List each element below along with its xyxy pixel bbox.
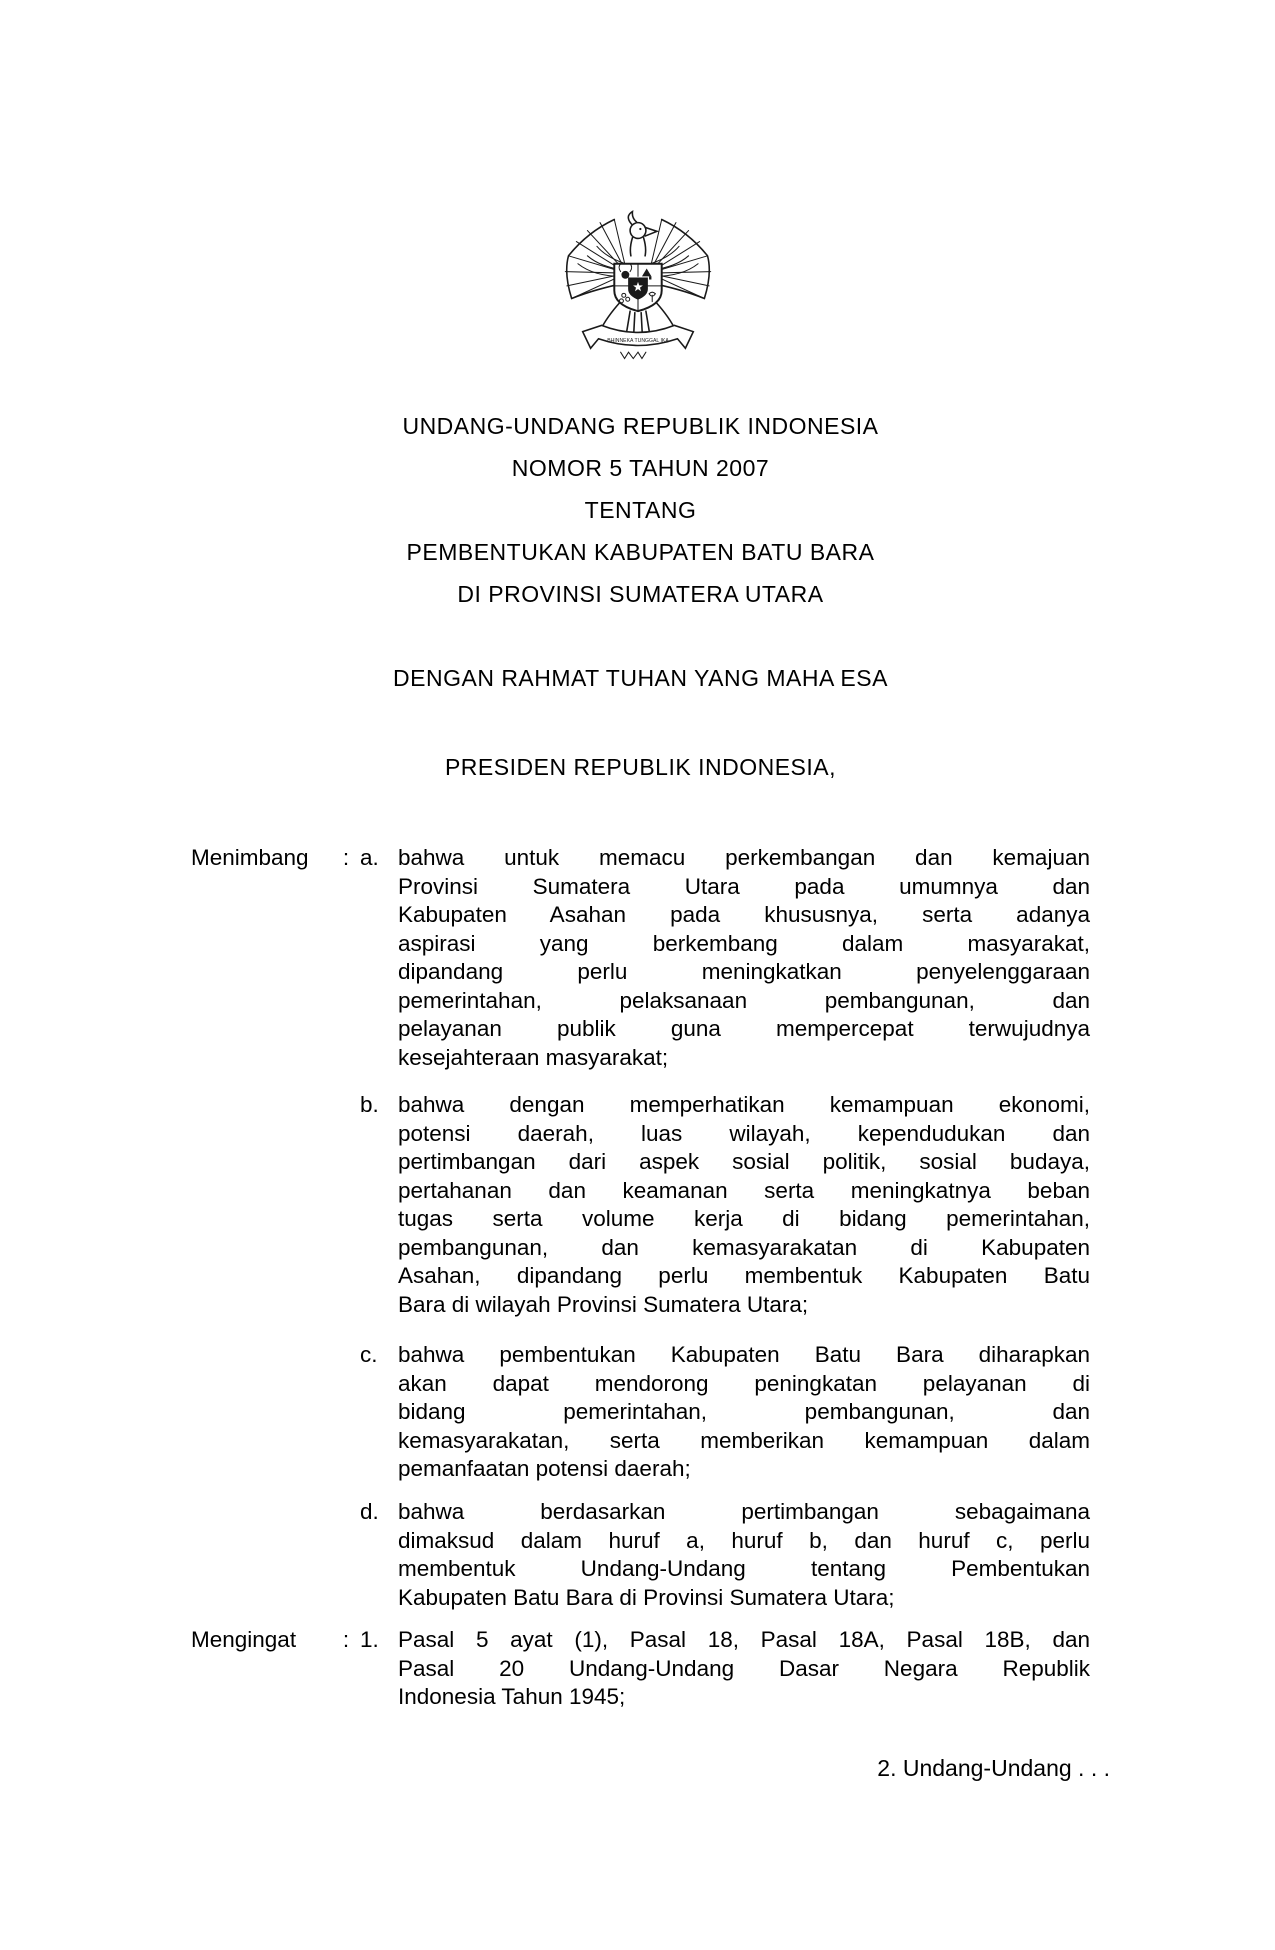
text-line: membentuk Undang-Undang tentang Pembentukan (398, 1556, 1090, 1581)
text-line: potensi daerah, luas wilayah, kependudukan dan (398, 1120, 1090, 1146)
page-catchword: 2. Undang-Undang . . . (877, 1755, 1110, 1781)
label-spacer (191, 1341, 332, 1484)
text-line: tugas serta volume kerja di bidang pemerintahan, (398, 1206, 1090, 1231)
document-title-block (191, 405, 1090, 615)
text-line: kemasyarakatan, serta memberikan kemampuan dalam (398, 1427, 1090, 1453)
text-line: pemerintahan, pelaksanaan pembangunan, dan (398, 987, 1090, 1013)
text-line: Pasal 5 ayat (1), Pasal 18, Pasal 18A, Pasal 18B, dan (398, 1627, 1090, 1652)
title-line-act: UNDANG-UNDANG REPUBLIK INDONESIA (402, 413, 879, 439)
text-line: dipandang perlu meningkatkan penyelenggaraan (398, 959, 1090, 984)
label-spacer (191, 1091, 332, 1319)
title-line-subject: PEMBENTUKAN KABUPATEN BATU BARA (406, 539, 875, 565)
item-letter-c: c. (360, 1342, 378, 1367)
colon-spacer (332, 1091, 360, 1319)
text-line: pertahanan dan keamanan serta meningkatnya beban (398, 1177, 1090, 1203)
colon-spacer (332, 1498, 360, 1612)
text-line: Kabupaten Asahan pada khususnya, serta adanya (398, 902, 1090, 927)
title-line-tentang: TENTANG (584, 497, 697, 523)
authority-line: PRESIDEN REPUBLIK INDONESIA, (444, 754, 837, 780)
title-line-province: DI PROVINSI SUMATERA UTARA (457, 581, 824, 607)
item-number-1: 1. (360, 1627, 379, 1652)
text-line: Pasal 20 Undang-Undang Dasar Negara Republik (398, 1655, 1090, 1681)
item-text-a (398, 844, 1090, 1072)
text-line: kesejahteraan masyarakat; (398, 1044, 669, 1070)
item-text-d (398, 1498, 1090, 1612)
menimbang-item-d (191, 1498, 1090, 1612)
item-letter-b: b. (360, 1092, 379, 1117)
mengingat-section (191, 1626, 1090, 1712)
item-text-c (398, 1341, 1090, 1484)
text-line: Bara di wilayah Provinsi Sumatera Utara; (398, 1291, 809, 1317)
menimbang-section (191, 844, 1090, 1072)
menimbang-label: Menimbang (191, 845, 309, 870)
item-text-b (398, 1091, 1090, 1319)
label-spacer (191, 1498, 332, 1612)
item-letter-d: d. (360, 1499, 379, 1524)
garuda-emblem-graphic (559, 206, 717, 372)
garuda-pancasila-emblem (559, 206, 717, 372)
invocation-line: DENGAN RAHMAT TUHAN YANG MAHA ESA (393, 665, 888, 691)
menimbang-item-c (191, 1341, 1090, 1484)
mengingat-colon: : (342, 1627, 350, 1652)
mengingat-label: Mengingat (191, 1627, 297, 1652)
colon-spacer (332, 1341, 360, 1484)
text-line: pelayanan publik guna mempercepat terwujudnya (398, 1016, 1090, 1041)
menimbang-colon: : (342, 845, 350, 870)
text-line: Kabupaten Batu Bara di Provinsi Sumatera Utara; (398, 1584, 895, 1610)
text-line: Provinsi Sumatera Utara pada umumnya dan (398, 873, 1090, 899)
item-letter-a: a. (360, 845, 379, 870)
mengingat-text-1 (398, 1626, 1090, 1712)
text-line: bahwa untuk memacu perkembangan dan kemajuan (398, 845, 1090, 870)
emblem-banner-text: BHINNEKA TUNGGAL IKA (606, 337, 669, 344)
text-line: bahwa berdasarkan pertimbangan sebagaimana (398, 1499, 1090, 1524)
text-line: Asahan, dipandang perlu membentuk Kabupaten Batu (398, 1263, 1090, 1288)
text-line: pemanfaatan potensi daerah; (398, 1456, 691, 1481)
text-line: akan dapat mendorong peningkatan pelayanan di (398, 1370, 1090, 1396)
text-line: bahwa pembentukan Kabupaten Batu Bara diharapkan (398, 1342, 1090, 1367)
text-line: dimaksud dalam huruf a, huruf b, dan huruf c, perlu (398, 1527, 1090, 1553)
text-line: bidang pemerintahan, pembangunan, dan (398, 1399, 1090, 1424)
text-line: pembangunan, dan kemasyarakatan di Kabupaten (398, 1234, 1090, 1260)
text-line: aspirasi yang berkembang dalam masyarakat, (398, 930, 1090, 956)
text-line: pertimbangan dari aspek sosial politik, sosial budaya, (398, 1149, 1090, 1174)
menimbang-item-b (191, 1091, 1090, 1319)
title-line-number: NOMOR 5 TAHUN 2007 (511, 455, 770, 481)
text-line: Indonesia Tahun 1945; (398, 1684, 626, 1709)
text-line: bahwa dengan memperhatikan kemampuan ekonomi, (398, 1092, 1090, 1117)
